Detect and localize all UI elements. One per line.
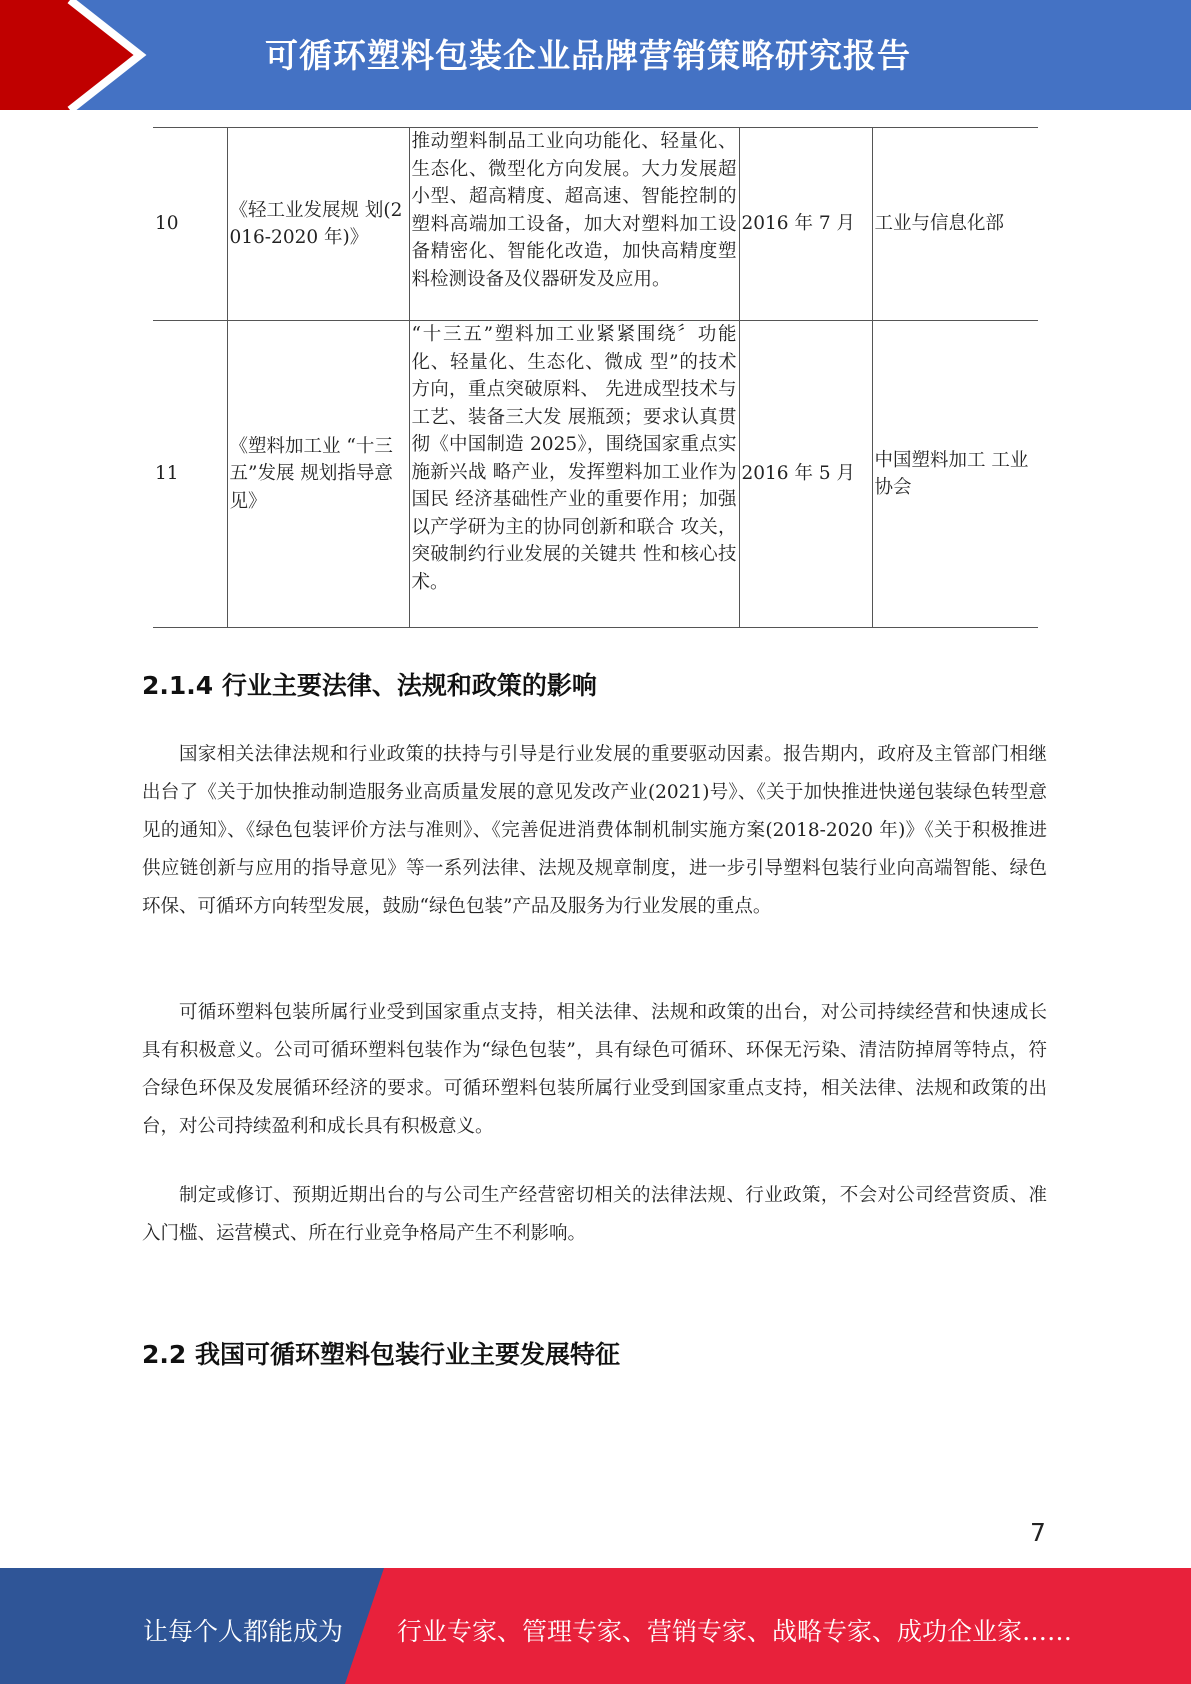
policy-table xyxy=(153,127,1038,628)
policy-issuer: 工业与信息化部 xyxy=(872,128,1038,321)
table-row xyxy=(153,128,1038,321)
policy-date: 2016 年 5 月 xyxy=(739,321,872,628)
policy-issuer: 中国塑料加工 工业协会 xyxy=(872,321,1038,628)
policy-date: 2016 年 7 月 xyxy=(739,128,872,321)
body-paragraph: 可循环塑料包装所属行业受到国家重点支持，相关法律、法规和政策的出台，对公司持续经营和快速成长具有积极意义。公司可循环塑料包装作为“绿色包装”，具有绿色可循环、环保无污染、清洁防掉屑等特点，符合绿色环保及发展循环经济的要求。可循环塑料包装所属行业受到国家重点支持，相关法律、法规和政策的出台，对公司持续盈利和成长具有积极意义。 xyxy=(142,1002,1047,1137)
section-heading-2-1-4: 2.1.4 行业主要法律、法规和政策的影响 xyxy=(142,671,597,700)
policy-name: 《塑料加工业 “十三五”发展 规划指导意见》 xyxy=(227,321,409,628)
page-footer xyxy=(0,1568,1191,1684)
row-index: 10 xyxy=(153,128,227,321)
body-paragraph: 国家相关法律法规和行业政策的扶持与引导是行业发展的重要驱动因素。报告期内，政府及主管部门相继出台了《关于加快推动制造服务业高质量发展的意见发改产业(2021)号》、《关于加快推进快递包装绿色转型意见的通知》、《绿色包装评价方法与准则》、《完善促进消费体制机制实施方案(2018-2020 年)》《关于积极推进供应链创新与应用的指导意见》等一系列法律、法规及规章制度，进一步引导塑料包装行业向高端智能、绿色环保、可循环方向转型发展，鼓励“绿色包装”产品及服务为行业发展的重点。 xyxy=(142,744,1047,917)
policy-content: 推动塑料制品工业向功能化、轻量化、生态化、微型化方向发展。大力发展超小型、超高精度、超高速、智能控制的塑料高端加工设备，加大对塑料加工设备精密化、智能化改造，加快高精度塑料检测设备及仪器研发及应用。 xyxy=(409,128,739,321)
page-number: 7 xyxy=(1030,1518,1046,1547)
table-row xyxy=(153,321,1038,628)
section-heading-2-2: 2.2 我国可循环塑料包装行业主要发展特征 xyxy=(142,1340,620,1369)
footer-slogan-left: 让每个人都能成为 xyxy=(143,1617,344,1646)
policy-name: 《轻工业发展规 划(2016-2020 年)》 xyxy=(227,128,409,321)
footer-slogan-right: 行业专家、管理专家、营销专家、战略专家、成功企业家…… xyxy=(397,1617,1073,1646)
body-paragraph: 制定或修订、预期近期出台的与公司生产经营密切相关的法律法规、行业政策，不会对公司经营资质、准入门槛、运营模式、所在行业竞争格局产生不利影响。 xyxy=(142,1185,1047,1244)
report-title: 可循环塑料包装企业品牌营销策略研究报告 xyxy=(265,36,911,75)
row-index: 11 xyxy=(153,321,227,628)
policy-content: “十三五”塑料加工业紧紧围绕〞功能化、轻量化、生态化、微成 型”的技术方向，重点突破原料、 先进成型技术与工艺、装备三大发 展瓶颈；要求认真贯彻《中国制造 2025》，围绕国家重点实施新兴战 略产业，发挥塑料加工业作为国民 经济基础性产业的重要作用；加强 以产学研为主的协同创新和联合 攻关，突破制约行业发展的关键共 性和核心技术。 xyxy=(409,321,739,628)
page-header xyxy=(0,0,1191,110)
